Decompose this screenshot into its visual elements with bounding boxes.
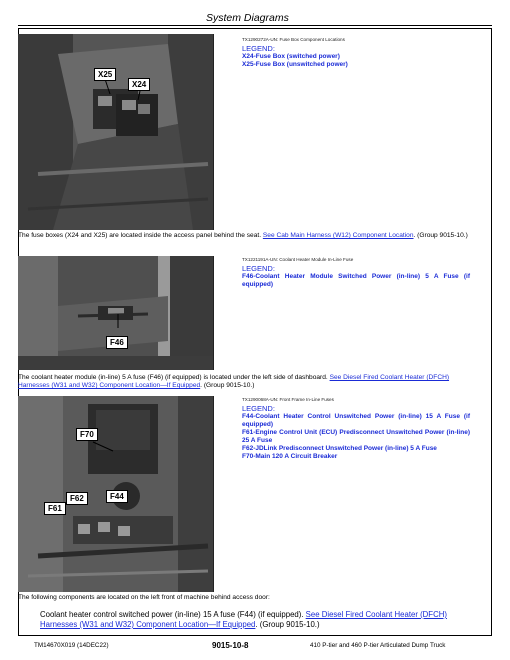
description-tail: . (Group 9015-10.) [413,232,468,239]
footer-doc-id: TM14670X019 (14DEC22) [34,642,109,649]
footer-page-number: 9015-10-8 [212,641,249,650]
link-dfch-harness[interactable]: See Diesel Fired Coolant Heater (DFCH) Harnesses (W31 and W32) Component Location—If Equipped [18,374,450,390]
sub-paragraph-tail: . (Group 9015-10.) [255,620,320,629]
figure-id: TX1290068A-UN: Front Frame In-Line Fuses [242,397,334,402]
legend-fuse-boxes [242,36,470,69]
description-front-frame [18,594,476,602]
link-cab-main-harness[interactable]: See Cab Main Harness (W12) Component Location [262,232,414,239]
sub-paragraph-text: Coolant heater control switched power (in-line) 15 A fuse (F44) (if equipped). [40,610,304,619]
description-text: The following components are located on the left front of machine behind access door: [18,594,270,601]
callout-x25: X25 [94,68,116,81]
legend-title: LEGEND: [242,404,275,413]
legend-item: X24-Fuse Box (switched power) [242,53,340,60]
legend-item: F46-Coolant Heater Module Switched Power (in-line) 5 A Fuse (if equipped) [242,273,470,288]
description-text: The fuse boxes (X24 and X25) are located inside the access panel behind the seat. [18,232,262,239]
description-text: The coolant heater module (in-line) 5 A fuse (F46) (if equipped) is located under the left side of dashboard. [18,374,328,381]
sub-paragraph-f44 [40,610,472,630]
footer-product: 410 P-tier and 460 P-tier Articulated Dump Truck [310,642,446,649]
description-coolant-heater-module [18,374,476,391]
coolant-heater-photo [18,256,214,370]
legend-title: LEGEND: [242,264,275,273]
description-fuse-boxes [18,232,476,240]
legend-title: LEGEND: [242,44,275,53]
legend-item: F44-Coolant Heater Control Unswitched Power (in-line) 15 A Fuse (if equipped) [242,413,470,428]
legend-coolant-heater-module [242,256,470,289]
legend-item: F70-Main 120 A Circuit Breaker [242,453,338,460]
link-dfch-harness-2[interactable]: See Diesel Fired Coolant Heater (DFCH) Harnesses (W31 and W32) Component Location—If Equipped [40,610,447,629]
callout-f44: F44 [106,490,128,503]
page-header [18,8,492,26]
legend-item: X25-Fuse Box (unswitched power) [242,61,348,68]
figure-id: TX1290272A-UN: Fuse Box Component Locations [242,37,345,42]
figure-id: TX1221191A-UN: Coolant Heater Module In-Line Fuse [242,257,354,262]
callout-f62: F62 [66,492,88,505]
callout-f70: F70 [76,428,98,441]
callout-x24: X24 [128,78,150,91]
callout-f46: F46 [106,336,128,349]
callout-f61: F61 [44,502,66,515]
legend-item: F62-JDLink Predisconnect Unswitched Power (in-line) 5 A Fuse [242,445,437,452]
front-frame-photo [18,396,214,592]
fuse-box-photo [18,34,214,230]
legend-item: F61-Engine Control Unit (ECU) Predisconnect Unswitched Power (in-line) 25 A Fuse [242,429,470,444]
page-title: System Diagrams [206,12,289,24]
description-tail: . (Group 9015-10.) [200,382,255,390]
legend-front-frame-fuses [242,396,470,461]
